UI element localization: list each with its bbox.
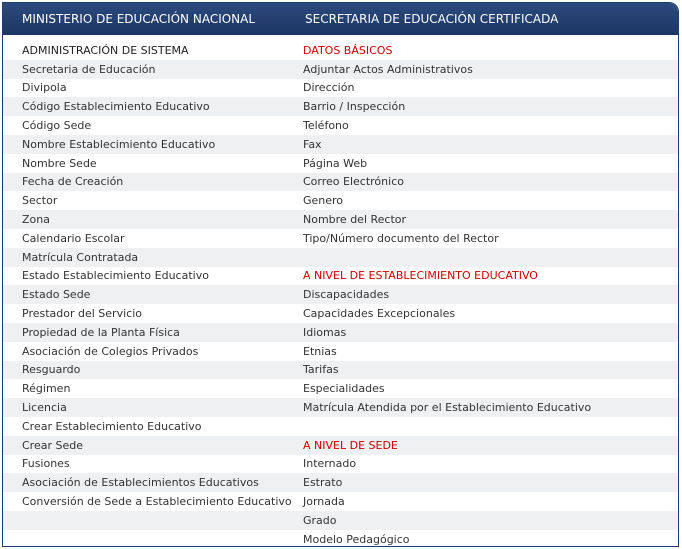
section-heading-left: ADMINISTRACIÓN DE SISTEMA (22, 43, 189, 57)
row-right-cell: Página Web (303, 156, 368, 170)
table-row (3, 473, 678, 492)
table-row (3, 398, 678, 417)
row-left-cell: Prestador del Servicio (22, 307, 142, 321)
table-row (3, 191, 678, 210)
table-body (3, 41, 678, 547)
row-left-cell: Asociación de Establecimientos Educativos (22, 476, 259, 490)
row-left-cell: Nombre Sede (22, 156, 97, 170)
row-right-cell: Barrio / Inspección (303, 100, 406, 114)
row-right-cell: Fax (303, 137, 322, 151)
table-row (3, 361, 678, 380)
row-left-cell: Código Sede (22, 119, 92, 133)
table-row (3, 267, 678, 286)
row-right-cell: Especialidades (303, 382, 385, 396)
table-row (3, 342, 678, 361)
table-row (3, 304, 678, 323)
row-left-cell: Nombre Establecimiento Educativo (22, 137, 216, 151)
row-right-cell: Etnias (303, 344, 337, 358)
row-right-cell: Teléfono (303, 119, 349, 133)
table-row (3, 79, 678, 98)
row-left-cell: Crear Sede (22, 438, 83, 452)
row-left-cell: Propiedad de la Planta Física (22, 325, 180, 339)
section-heading-right: A NIVEL DE ESTABLECIMIENTO EDUCATIVO (303, 269, 538, 283)
table-header (3, 3, 678, 35)
row-left-cell: Régimen (22, 382, 71, 396)
row-right-cell: Matrícula Atendida por el Establecimiento Educativo (303, 401, 592, 415)
row-left-cell: Estado Establecimiento Educativo (22, 269, 209, 283)
row-left-cell: Crear Establecimiento Educativo (22, 419, 202, 433)
table-row (3, 436, 678, 455)
row-right-cell: Tipo/Número documento del Rector (303, 231, 499, 245)
row-left-cell: Fecha de Creación (22, 175, 124, 189)
table-row (3, 511, 678, 530)
row-left-cell: Calendario Escolar (22, 231, 125, 245)
table-row (3, 97, 678, 116)
row-right-cell: Capacidades Excepcionales (303, 307, 456, 321)
table-row (3, 285, 678, 304)
row-left-cell: Fusiones (22, 457, 70, 471)
row-left-cell: Resguardo (22, 363, 81, 377)
row-left-cell: Asociación de Colegios Privados (22, 344, 199, 358)
row-left-cell: Conversión de Sede a Establecimiento Educativo (22, 495, 292, 509)
table-row (3, 173, 678, 192)
header-secretaria: SECRETARIA DE EDUCACIÓN CERTIFICADA (305, 12, 559, 26)
row-left-cell: Estado Sede (22, 288, 91, 302)
row-left-cell: Código Establecimiento Educativo (22, 100, 210, 114)
row-left-cell: Zona (22, 213, 50, 227)
table-row (3, 229, 678, 248)
table-row (3, 135, 678, 154)
row-right-cell: Estrato (303, 476, 343, 490)
table-row (3, 116, 678, 135)
table-row (3, 210, 678, 229)
row-left-cell: Matrícula Contratada (22, 250, 139, 264)
header-ministerio: MINISTERIO DE EDUCACIÓN NACIONAL (22, 12, 256, 26)
row-right-cell: Jornada (303, 495, 345, 509)
table-row (3, 530, 678, 547)
row-right-cell: Modelo Pedagógico (303, 532, 410, 546)
row-right-cell: Internado (303, 457, 357, 471)
row-left-cell: Divipola (22, 81, 67, 95)
row-right-cell: Nombre del Rector (303, 213, 407, 227)
table-row (3, 60, 678, 79)
row-left-cell: Secretaria de Educación (22, 62, 156, 76)
section-heading-right: A NIVEL DE SEDE (303, 438, 398, 452)
table-row (3, 492, 678, 511)
row-left-cell: Licencia (22, 401, 67, 415)
table-row (3, 154, 678, 173)
row-right-cell: Grado (303, 513, 337, 527)
row-left-cell: Sector (22, 194, 58, 208)
table-row (3, 248, 678, 267)
table-row (3, 379, 678, 398)
row-right-cell: Dirección (303, 81, 355, 95)
row-right-cell: Tarifas (303, 363, 339, 377)
row-right-cell: Correo Electrónico (303, 175, 404, 189)
row-right-cell: Adjuntar Actos Administrativos (303, 62, 473, 76)
section-heading-right: DATOS BÁSICOS (303, 43, 393, 57)
row-right-cell: Idiomas (303, 325, 347, 339)
table-row (3, 455, 678, 474)
table-row (3, 417, 678, 436)
permissions-table (2, 2, 679, 547)
row-right-cell: Discapacidades (303, 288, 390, 302)
table-row (3, 323, 678, 342)
table-row (3, 41, 678, 60)
row-right-cell: Genero (303, 194, 344, 208)
